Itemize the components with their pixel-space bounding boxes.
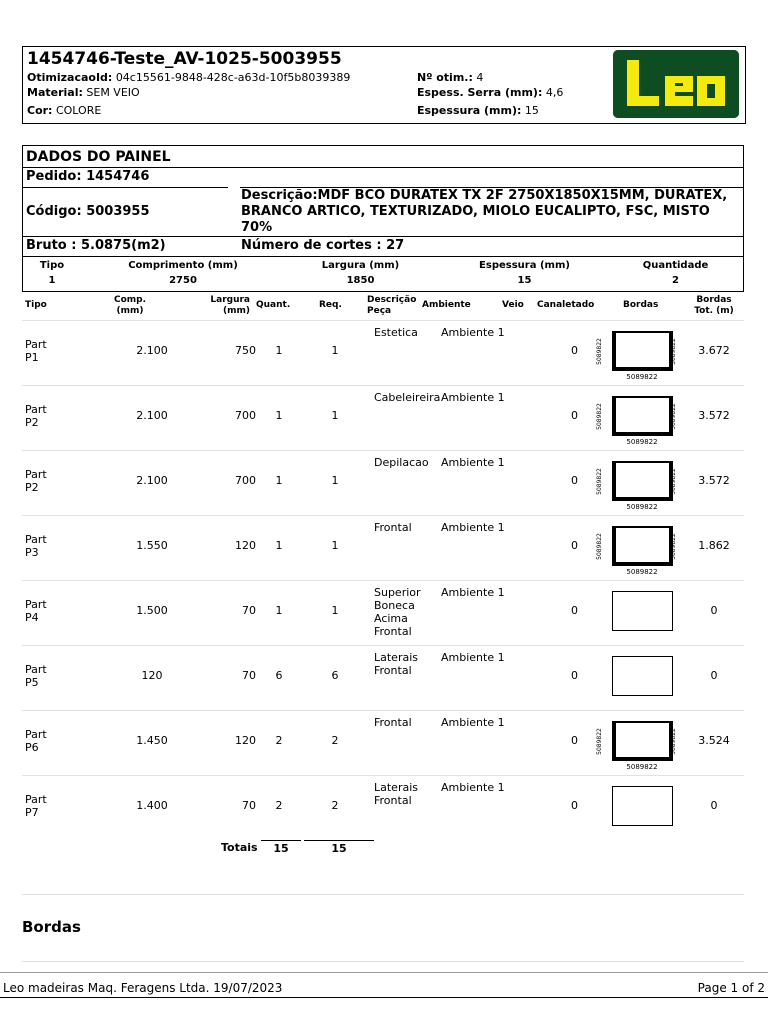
part-quant: 1: [275, 409, 283, 422]
bordas-section-title: Bordas: [22, 918, 81, 936]
descricao: Descrição:MDF BCO DURATEX TX 2F 2750X1850X15MM, DURATEX, BRANCO ARTICO, TEXTURIZADO, MIOLO EUCALIPTO, FSC, MISTO 70%: [241, 188, 728, 235]
part-req: 2: [331, 734, 339, 747]
part-row: [22, 320, 744, 385]
part-quant: 6: [275, 669, 283, 682]
part-canaletado: 0: [571, 734, 578, 747]
part-ambiente: Ambiente 1: [441, 651, 505, 664]
edge-code-left: 5089822: [595, 728, 603, 755]
ph-req: Req.: [319, 300, 342, 310]
edge-code-left: 5089822: [595, 403, 603, 430]
edge-code-left: 5089822: [595, 338, 603, 365]
edge-diagram: [612, 461, 673, 501]
part-quant: 1: [275, 474, 283, 487]
val-comprimento: 2750: [169, 275, 197, 286]
part-descricao: Superior Boneca Acima Frontal: [374, 586, 421, 638]
part-quant: 2: [275, 734, 283, 747]
document-header: [22, 46, 746, 124]
panel-data-box: [22, 145, 744, 292]
edge-diagram: [612, 591, 673, 631]
part-ambiente: Ambiente 1: [441, 456, 505, 469]
part-quant: 1: [275, 604, 283, 617]
ph-largura: Largura (mm): [210, 295, 250, 316]
ph-quant: Quant.: [256, 300, 291, 310]
part-tipo: Part P4: [25, 598, 47, 624]
edge-code-right: 5089822: [669, 338, 677, 365]
footer-divider: [0, 972, 768, 973]
part-bordas-tot: 3.572: [698, 474, 730, 487]
col-espessura: Espessura (mm): [479, 260, 570, 271]
part-tipo: Part P6: [25, 728, 47, 754]
divider: [22, 894, 744, 895]
totals-req-line: [304, 840, 374, 841]
val-espessura: 15: [517, 275, 532, 286]
edge-diagram: [612, 656, 673, 696]
part-bordas-tot: 0: [710, 669, 718, 682]
part-canaletado: 0: [571, 669, 578, 682]
edge-diagram: [612, 721, 673, 761]
pedido: Pedido: 1454746: [26, 169, 150, 184]
part-descricao: Frontal: [374, 716, 412, 729]
totals-quant: 15: [273, 842, 289, 855]
edge-code-right: 5089822: [669, 728, 677, 755]
part-bordas-tot: 3.524: [698, 734, 730, 747]
part-tipo: Part P2: [25, 468, 47, 494]
part-quant: 1: [275, 539, 283, 552]
part-comp: 1.450: [136, 734, 168, 747]
part-canaletado: 0: [571, 344, 578, 357]
ph-canaletado: Canaletado: [537, 300, 595, 310]
part-canaletado: 0: [571, 604, 578, 617]
bruto: Bruto : 5.0875(m2): [26, 238, 166, 253]
part-row: [22, 385, 744, 450]
part-canaletado: 0: [571, 799, 578, 812]
part-req: 1: [331, 474, 339, 487]
part-largura: 750: [235, 344, 256, 357]
part-req: 1: [331, 539, 339, 552]
part-row: [22, 580, 744, 645]
part-tipo: Part P1: [25, 338, 47, 364]
part-row: [22, 515, 744, 580]
codigo: Código: 5003955: [26, 204, 150, 219]
part-tipo: Part P7: [25, 793, 47, 819]
totals-quant-line: [261, 840, 301, 841]
leo-logo: [613, 50, 739, 118]
col-comprimento: Comprimento (mm): [128, 260, 238, 271]
part-largura: 120: [235, 734, 256, 747]
ph-veio: Veio: [502, 300, 524, 310]
part-descricao: Laterais Frontal: [374, 651, 418, 677]
part-tipo: Part P3: [25, 533, 47, 559]
part-bordas-tot: 0: [710, 799, 718, 812]
part-req: 1: [331, 409, 339, 422]
part-comp: 2.100: [136, 344, 168, 357]
part-ambiente: Ambiente 1: [441, 586, 505, 599]
edge-code-right: 5089822: [669, 403, 677, 430]
part-ambiente: Ambiente 1: [441, 716, 505, 729]
edge-diagram: [612, 526, 673, 566]
col-tipo: Tipo: [39, 260, 65, 271]
edge-diagram: [612, 786, 673, 826]
edge-code-right: 5089822: [669, 533, 677, 560]
part-ambiente: Ambiente 1: [441, 326, 505, 339]
part-quant: 1: [275, 344, 283, 357]
part-comp: 1.500: [136, 604, 168, 617]
footer-company: Leo madeiras Maq. Feragens Ltda. 19/07/2023: [3, 981, 283, 995]
ph-descricao: Descrição Peça: [367, 295, 417, 316]
part-largura: 70: [242, 799, 256, 812]
part-comp: 120: [141, 669, 163, 682]
part-row: [22, 710, 744, 775]
ph-bordas: Bordas: [623, 300, 659, 310]
part-comp: 2.100: [136, 474, 168, 487]
part-comp: 2.100: [136, 409, 168, 422]
part-descricao: Depilacao: [374, 456, 429, 469]
part-largura: 70: [242, 669, 256, 682]
cor: Cor: COLORE: [27, 104, 102, 117]
footer-bottom-line: [0, 997, 768, 998]
otimizacao-id: OtimizacaoId: 04c15561-9848-428c-a63d-10f5b8039389: [27, 71, 351, 84]
part-tipo: Part P2: [25, 403, 47, 429]
edge-code-bottom: 5089822: [626, 373, 658, 381]
part-row: [22, 450, 744, 515]
edge-diagram: [612, 396, 673, 436]
val-largura: 1850: [346, 275, 375, 286]
ph-ambiente: Ambiente: [422, 300, 471, 310]
edge-code-right: 5089822: [669, 468, 677, 495]
edge-code-bottom: 5089822: [626, 763, 658, 771]
part-descricao: Estetica: [374, 326, 418, 339]
divider: [22, 961, 744, 962]
edge-diagram: [612, 331, 673, 371]
edge-code-bottom: 5089822: [626, 568, 658, 576]
numero-cortes: Número de cortes : 27: [241, 238, 405, 253]
part-comp: 1.550: [136, 539, 168, 552]
edge-code-left: 5089822: [595, 468, 603, 495]
col-quantidade: Quantidade: [642, 260, 709, 271]
part-canaletado: 0: [571, 409, 578, 422]
part-req: 6: [331, 669, 339, 682]
edge-code-bottom: 5089822: [626, 503, 658, 511]
part-row: [22, 645, 744, 710]
part-descricao: Frontal: [374, 521, 412, 534]
num-otim: Nº otim.: 4: [417, 71, 484, 84]
edge-code-left: 5089822: [595, 533, 603, 560]
espess-serra: Espess. Serra (mm): 4,6: [417, 86, 564, 99]
footer-page: Page 1 of 2: [697, 981, 765, 995]
material: Material: SEM VEIO: [27, 86, 140, 99]
part-tipo: Part P5: [25, 663, 47, 689]
part-canaletado: 0: [571, 474, 578, 487]
part-req: 1: [331, 344, 339, 357]
document-title: 1454746-Teste_AV-1025-5003955: [27, 49, 342, 69]
part-bordas-tot: 3.572: [698, 409, 730, 422]
ph-tipo: Tipo: [25, 300, 47, 310]
panel-heading: DADOS DO PAINEL: [26, 149, 171, 165]
part-bordas-tot: 0: [710, 604, 718, 617]
ph-bordas-tot: Bordas Tot. (m): [694, 295, 734, 316]
espessura: Espessura (mm): 15: [417, 104, 539, 117]
part-bordas-tot: 1.862: [698, 539, 730, 552]
col-largura: Largura (mm): [321, 260, 400, 271]
leo-logo-icon: [613, 50, 739, 118]
part-largura: 700: [235, 409, 256, 422]
ph-comp: Comp. (mm): [113, 295, 147, 316]
val-quantidade: 2: [672, 275, 679, 286]
part-req: 2: [331, 799, 339, 812]
part-descricao: Laterais Frontal: [374, 781, 418, 807]
edge-code-bottom: 5089822: [626, 438, 658, 446]
part-descricao: Cabeleireira: [374, 391, 441, 404]
part-row: [22, 775, 744, 840]
part-bordas-tot: 3.672: [698, 344, 730, 357]
totals-req: 15: [331, 842, 347, 855]
part-ambiente: Ambiente 1: [441, 391, 505, 404]
part-ambiente: Ambiente 1: [441, 781, 505, 794]
part-largura: 700: [235, 474, 256, 487]
totals-label: Totais: [221, 841, 258, 854]
part-comp: 1.400: [136, 799, 168, 812]
part-largura: 120: [235, 539, 256, 552]
part-req: 1: [331, 604, 339, 617]
parts-header: [0, 294, 768, 320]
part-ambiente: Ambiente 1: [441, 521, 505, 534]
part-canaletado: 0: [571, 539, 578, 552]
part-largura: 70: [242, 604, 256, 617]
part-quant: 2: [275, 799, 283, 812]
val-tipo: 1: [48, 275, 56, 286]
